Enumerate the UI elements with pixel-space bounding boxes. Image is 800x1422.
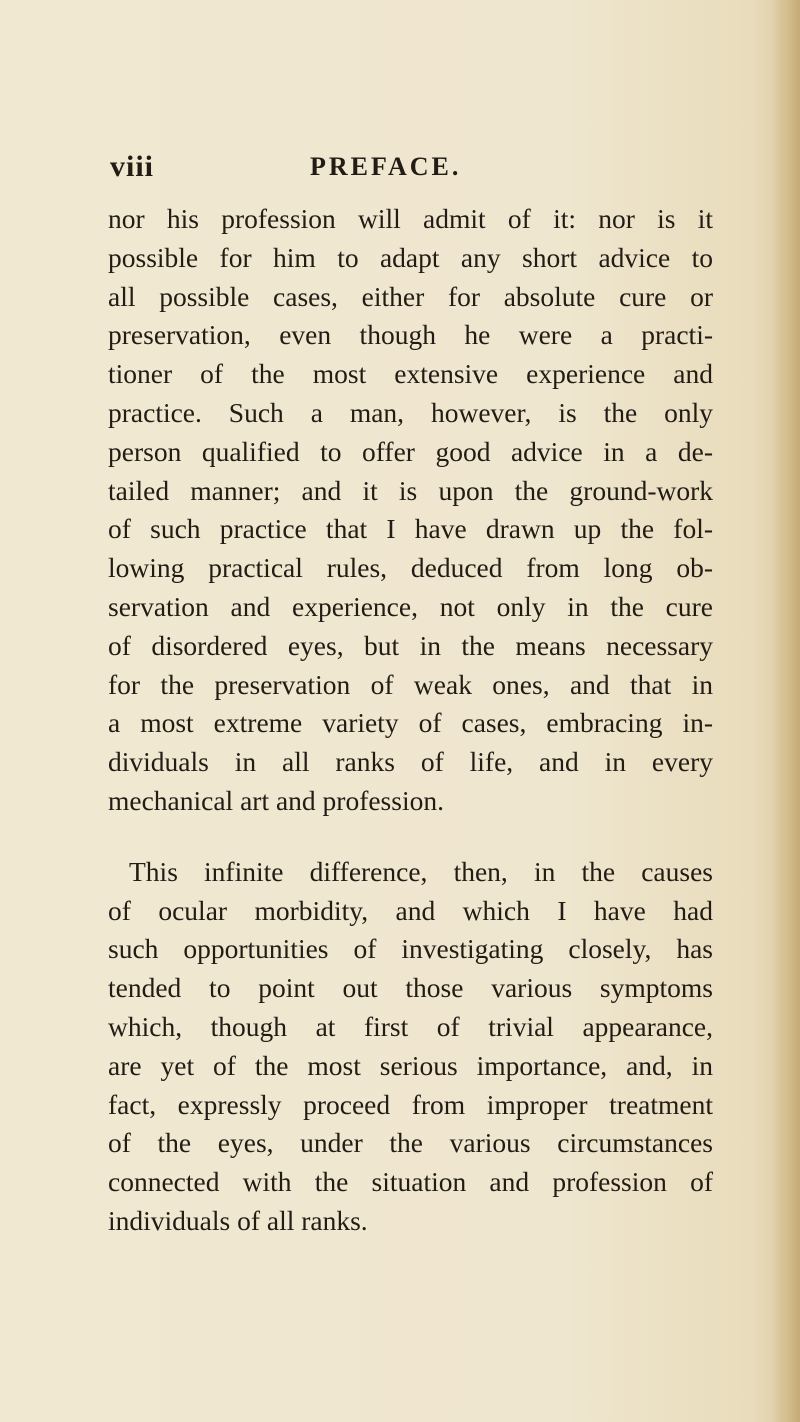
text-line: all possible cases, either for absolute cure or bbox=[108, 280, 713, 312]
page-edge-shadow bbox=[772, 0, 800, 1422]
text-line: fact, expressly proceed from improper treatment bbox=[108, 1088, 713, 1120]
text-line: connected with the situation and profession of bbox=[108, 1166, 713, 1198]
text-line: nor his profession will admit of it: nor is it bbox=[108, 203, 713, 234]
text-line: practice. Such a man, however, is the only bbox=[108, 396, 713, 428]
text-line: servation and experience, not only in the cure bbox=[108, 590, 713, 622]
page-number: viii bbox=[110, 150, 155, 183]
text-line: dividuals in all ranks of life, and in every bbox=[108, 746, 713, 778]
text-line: for the preservation of weak ones, and that in bbox=[108, 668, 713, 700]
text-line: This infinite difference, then, in the causes bbox=[129, 855, 713, 887]
text-line: tioner of the most extensive experience and bbox=[108, 358, 713, 390]
text-line: a most extreme variety of cases, embracing in- bbox=[108, 707, 713, 739]
body-text bbox=[108, 200, 713, 1241]
text-line: person qualified to offer good advice in a de- bbox=[108, 435, 713, 467]
running-title: PREFACE. bbox=[310, 152, 462, 181]
paragraph-gap bbox=[108, 821, 713, 853]
text-line: lowing practical rules, deduced from long ob- bbox=[108, 552, 713, 584]
text-line: possible for him to adapt any short advice to bbox=[108, 241, 713, 273]
paragraph bbox=[108, 200, 713, 821]
text-line: preservation, even though he were a practi- bbox=[108, 319, 713, 351]
text-line: individuals of all ranks. bbox=[108, 1204, 368, 1236]
text-line: tailed manner; and it is upon the ground-work bbox=[108, 474, 713, 506]
text-line: tended to point out those various symptoms bbox=[108, 972, 713, 1004]
text-line: mechanical art and profession. bbox=[108, 784, 444, 816]
text-line: which, though at first of trivial appearance, bbox=[108, 1010, 713, 1042]
text-line: such opportunities of investigating closely, has bbox=[108, 933, 713, 965]
running-head bbox=[110, 150, 750, 190]
text-line: of disordered eyes, but in the means necessary bbox=[108, 629, 713, 661]
paragraph bbox=[108, 853, 713, 1241]
text-line: of ocular morbidity, and which I have had bbox=[108, 894, 713, 926]
text-line: are yet of the most serious importance, and, in bbox=[108, 1049, 713, 1081]
text-line: of such practice that I have drawn up the fol- bbox=[108, 513, 713, 545]
text-line: of the eyes, under the various circumstances bbox=[108, 1127, 713, 1159]
